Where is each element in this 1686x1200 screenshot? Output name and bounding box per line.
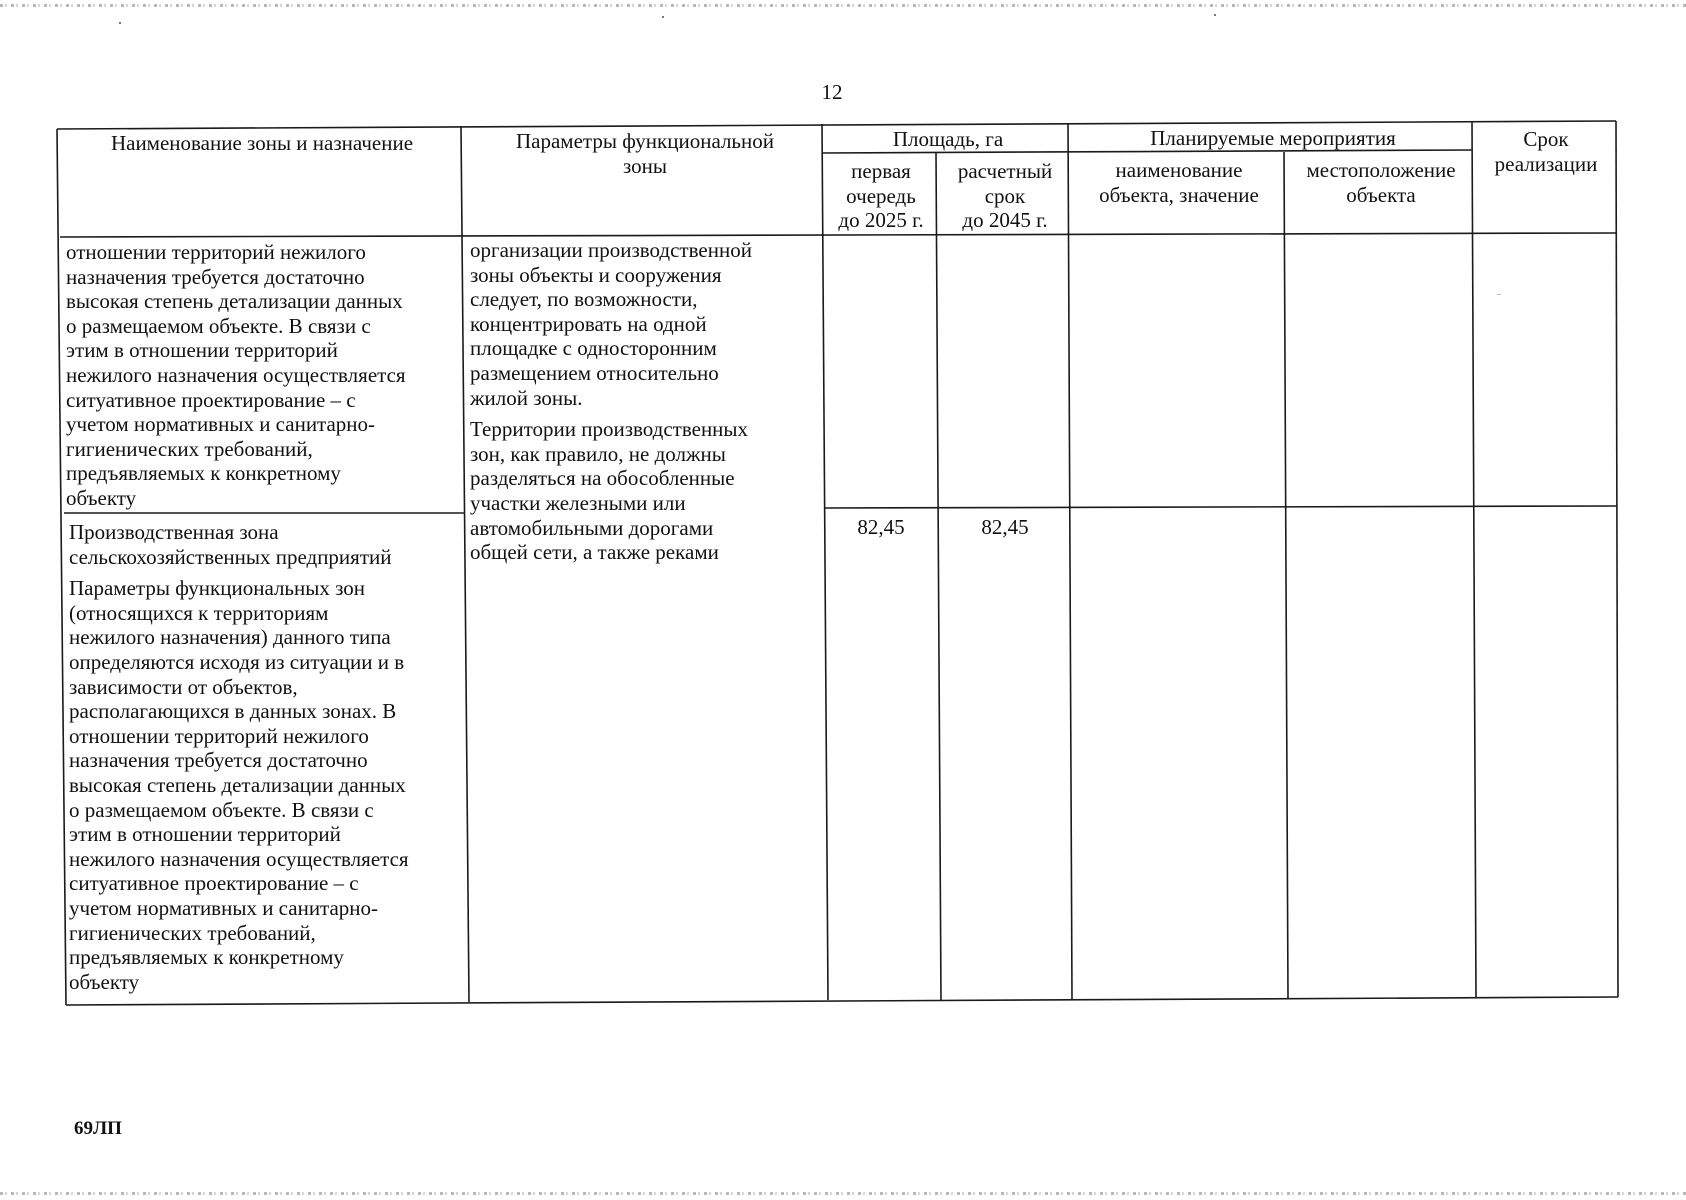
row2-zone-title: Производственная зона сельскохозяйственных предприятий [69, 520, 392, 569]
table-border-right [1616, 121, 1618, 997]
params-paragraph: Территории производственных зон, как правило, не должны разделяться на обособленные участки железными или автомобильными дорогами общей сети, а также реками [470, 417, 749, 565]
header-zone-name: Наименование зоны и назначение [110, 131, 414, 155]
scan-speck [1214, 14, 1216, 16]
row1-zone-text: отношении территорий нежилого назначения требуется достаточно высокая степень детализации данных о размещаемом объекте. В связи с этим в отношении территорий нежилого назначения осуществляется ситуативное проектирование – с учетом нормативных и санитарно- гигиенических требований, предъявляемых к конкретному объекту [66, 240, 406, 510]
row2-zone-description: Параметры функциональных зон (относящихся к территориям нежилого назначения) данного типа определяются исходя из ситуации и в зависимости от объектов, располагающихся в данных зонах. В отношении территорий нежилого назначения требуется достаточно высокая степень детализации данных о размещаемом объекте. В связи с этим в отношении территорий нежилого назначения осуществляется ситуативное проектирование – с учетом нормативных и санитарно- гигиенических требований, предъявляемых к конкретному объекту [69, 576, 409, 994]
table-border-left [57, 129, 66, 1005]
col-divider [1068, 123, 1072, 999]
col-divider [936, 152, 941, 1000]
row2-zone-text [69, 520, 467, 994]
header-area-group: Площадь, га [892, 127, 1004, 151]
params-text [470, 238, 820, 565]
scan-speck [1497, 294, 1501, 295]
header-divider [60, 233, 1616, 237]
params-paragraph: организации производственной зоны объекты и сооружения следует, по возможности, концентрировать на одной площадке с односторонним размещением относительно жилой зоны. [470, 238, 752, 410]
scan-speck [662, 16, 664, 18]
col-divider [822, 124, 828, 1000]
header-area-calc: расчетный срок до 2045 г. [957, 159, 1053, 233]
page-number: 12 [821, 80, 843, 104]
header-event-location: местоположение объекта [1306, 158, 1456, 207]
scan-edge-top [0, 4, 1686, 7]
header-events-group: Планируемые мероприятия [1150, 126, 1396, 150]
table-border-bottom [66, 997, 1618, 1005]
header-term: Срок реализации [1494, 127, 1598, 176]
row2-area-first: 82,45 [857, 515, 905, 539]
header-event-name: наименование объекта, значение [1099, 158, 1259, 207]
col-divider [1472, 122, 1476, 998]
header-area-first: первая очередь до 2025 г. [838, 159, 924, 233]
scan-speck [119, 22, 121, 24]
document-code: 69ЛП [74, 1118, 122, 1139]
col-divider [1284, 152, 1288, 998]
row2-area-calc: 82,45 [981, 515, 1029, 539]
row-divider [825, 506, 1617, 508]
scan-edge-bottom [0, 1192, 1686, 1195]
header-zone-params: Параметры функциональной зоны [516, 129, 774, 178]
